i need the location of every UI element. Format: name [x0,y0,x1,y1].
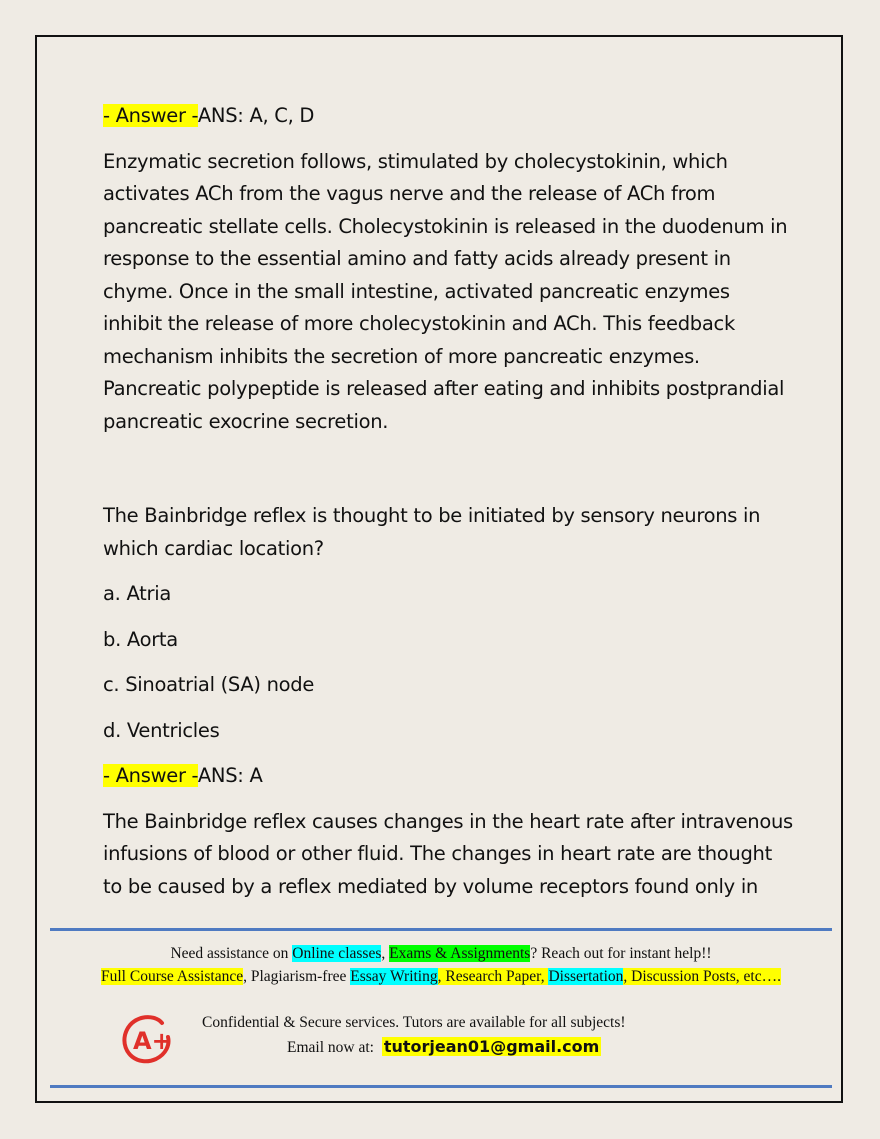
full-course-link[interactable]: Full Course Assistance [101,968,244,985]
discussion-posts-text[interactable]: , Discussion Posts, etc…. [623,968,781,985]
footer [50,928,832,1090]
document-body [103,100,793,903]
explanation-2: The Bainbridge reflex causes changes in the heart rate after intravenous infusions of blood or other fluid. The changes in heart rate are thought to be caused by a reflex mediated by volume receptors found only in [103,809,793,898]
footer-text: , [381,945,390,962]
footer-line-3: Confidential & Secure services. Tutors are available for all subjects! [202,1014,626,1031]
a-plus-logo-icon [118,1011,174,1067]
option-c: c. Sinoatrial (SA) node [103,673,315,696]
answer-line-2 [103,760,793,793]
email-link[interactable]: tutorjean01@gmail.com [383,1037,600,1056]
option-a: a. Atria [103,582,171,605]
footer-bottom-rule [50,1085,832,1088]
answer-text: ANS: A [197,764,263,787]
research-paper-text[interactable]: , Research Paper, [437,968,549,985]
footer-text: ? Reach out for instant help!! [530,945,712,962]
logo-text: A+ [133,1027,172,1055]
dissertation-link[interactable]: Dissertation [548,968,624,985]
online-classes-link[interactable]: Online classes [292,945,382,962]
footer-line-2 [50,968,832,986]
question-text: The Bainbridge reflex is thought to be initiated by sensory neurons in which cardiac location? [103,504,761,560]
answer-text: ANS: A, C, D [197,104,315,127]
footer-text: Need assistance on [170,945,293,962]
option-b: b. Aorta [103,627,178,651]
answer-prefix: - Answer - [103,764,198,787]
exams-assignments-link[interactable]: Exams & Assignments [389,945,531,962]
answer-prefix: - Answer - [103,104,198,127]
footer-line-1 [50,945,832,963]
footer-top-rule [50,928,832,931]
email-label: Email now at: [287,1039,374,1056]
footer-line-4 [287,1037,601,1057]
option-d: d. Ventricles [103,718,220,742]
footer-text: , Plagiarism-free [243,968,351,985]
essay-writing-link[interactable]: Essay Writing [350,968,438,985]
answer-line-1 [103,100,793,133]
explanation-1: Enzymatic secretion follows, stimulated by cholecystokinin, which activates ACh from the vagus nerve and the release of ACh from pancreatic stellate cells. Cholecystokinin is released in the duodenum in response to the essential amino and fatty acids already present in chyme. Once in the small intestine, activated pancreatic enzymes inhibit the release of more cholecystokinin and ACh. This feedback mechanism inhibits the secretion of more pancreatic enzymes. Pancreatic polypeptide is released after eating and inhibits postprandial pancreatic exocrine secretion. [103,149,788,433]
